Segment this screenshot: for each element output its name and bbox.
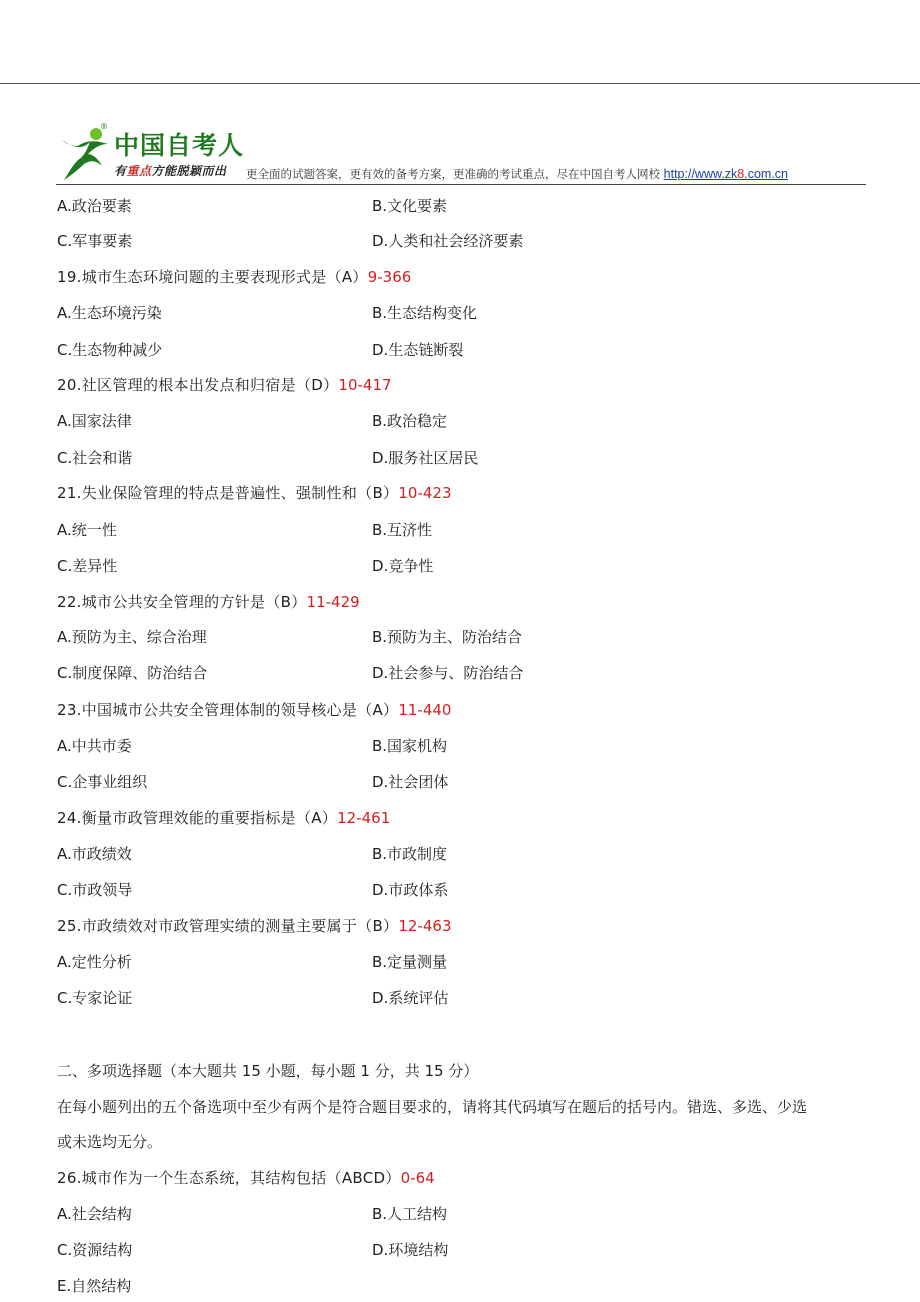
option-q22-d: D.社会参与、防治结合 (372, 664, 524, 682)
option-q20-d: D.服务社区居民 (372, 449, 479, 467)
option-q21-c: C.差异性 (57, 557, 118, 575)
option-q23-d: D.社会团体 (372, 773, 449, 791)
option-q20-a: A.国家法律 (57, 412, 132, 430)
question-26: 26.城市作为一个生态系统，其结构包括（ABCD）0-64 (57, 1169, 435, 1187)
answer-ref: 10-417 (338, 376, 392, 394)
question-20: 20.社区管理的根本出发点和归宿是（D）10-417 (57, 376, 392, 394)
option-q23-b: B.国家机构 (372, 737, 448, 755)
header-rule (56, 184, 866, 185)
runner-logo-icon (56, 126, 112, 182)
option-q19-b: B.生态结构变化 (372, 304, 478, 322)
option-q26-b: B.人工结构 (372, 1205, 448, 1223)
option-q24-a: A.市政绩效 (57, 845, 132, 863)
option-q26-e: E.自然结构 (57, 1277, 132, 1295)
answer-ref: 11-440 (398, 701, 452, 719)
option-q25-d: D.系统评估 (372, 989, 449, 1007)
section-instructions: 在每小题列出的五个备选项中至少有两个是符合题目要求的，请将其代码填写在题后的括号内。错选、多选、少选 (57, 1098, 808, 1116)
page-header (56, 124, 866, 184)
top-page-rule (0, 83, 920, 84)
option-q22-a: A.预防为主、综合治理 (57, 628, 207, 646)
option-q26-d: D.环境结构 (372, 1241, 449, 1259)
question-22: 22.城市公共安全管理的方针是（B）11-429 (57, 593, 360, 611)
option-q21-a: A.统一性 (57, 521, 117, 539)
logo-slogan: 有重点方能脱颖而出 (114, 164, 227, 178)
question-19: 19.城市生态环境问题的主要表现形式是（A）9-366 (57, 268, 412, 286)
option-q24-b: B.市政制度 (372, 845, 448, 863)
header-tagline (246, 166, 788, 182)
option-q26-a: A.社会结构 (57, 1205, 132, 1223)
site-url-link[interactable]: http://www.zk8.com.cn (663, 167, 789, 181)
option-q19-a: A.生态环境污染 (57, 304, 162, 322)
option-q20-c: C.社会和谐 (57, 449, 133, 467)
answer-ref: 0-64 (400, 1169, 435, 1187)
option-q19-c: C.生态物种减少 (57, 341, 163, 359)
option-q23-c: C.企事业组织 (57, 773, 148, 791)
option-q25-a: A.定性分析 (57, 953, 132, 971)
option-q18-c: C.军事要素 (57, 232, 133, 250)
option-q21-b: B.互济性 (372, 521, 433, 539)
option-q22-b: B.预防为主、防治结合 (372, 628, 523, 646)
option-q21-d: D.竞争性 (372, 557, 434, 575)
option-q18-a: A.政治要素 (57, 197, 132, 215)
answer-ref: 12-461 (337, 809, 391, 827)
option-q18-b: B.文化要素 (372, 197, 448, 215)
option-q25-c: C.专家论证 (57, 989, 133, 1007)
option-q19-d: D.生态链断裂 (372, 341, 464, 359)
option-q26-c: C.资源结构 (57, 1241, 133, 1259)
answer-ref: 10-423 (398, 484, 452, 502)
option-q24-d: D.市政体系 (372, 881, 449, 899)
section-heading: 二、多项选择题（本大题共 15 小题，每小题 1 分，共 15 分） (57, 1062, 479, 1080)
logo-title: 中国自考人 (114, 131, 245, 160)
option-q25-b: B.定量测量 (372, 953, 448, 971)
section-instructions-cont: 或未选均无分。 (57, 1133, 163, 1151)
question-24: 24.衡量市政管理效能的重要指标是（A）12-461 (57, 809, 391, 827)
answer-ref: 12-463 (398, 917, 452, 935)
option-q20-b: B.政治稳定 (372, 412, 448, 430)
question-25: 25.市政绩效对市政管理实绩的测量主要属于（B）12-463 (57, 917, 452, 935)
question-21: 21.失业保险管理的特点是普遍性、强制性和（B）10-423 (57, 484, 452, 502)
option-q22-c: C.制度保障、防治结合 (57, 664, 208, 682)
option-q18-d: D.人类和社会经济要素 (372, 232, 524, 250)
option-q24-c: C.市政领导 (57, 881, 133, 899)
answer-ref: 11-429 (306, 593, 360, 611)
registered-mark: ® (100, 122, 108, 131)
question-23: 23.中国城市公共安全管理体制的领导核心是（A）11-440 (57, 701, 452, 719)
site-logo (56, 124, 246, 182)
tagline-text: 更全面的试题答案，更有效的备考方案，更准确的考试重点，尽在中国自考人网校 (246, 167, 660, 181)
option-q23-a: A.中共市委 (57, 737, 132, 755)
answer-ref: 9-366 (367, 268, 412, 286)
